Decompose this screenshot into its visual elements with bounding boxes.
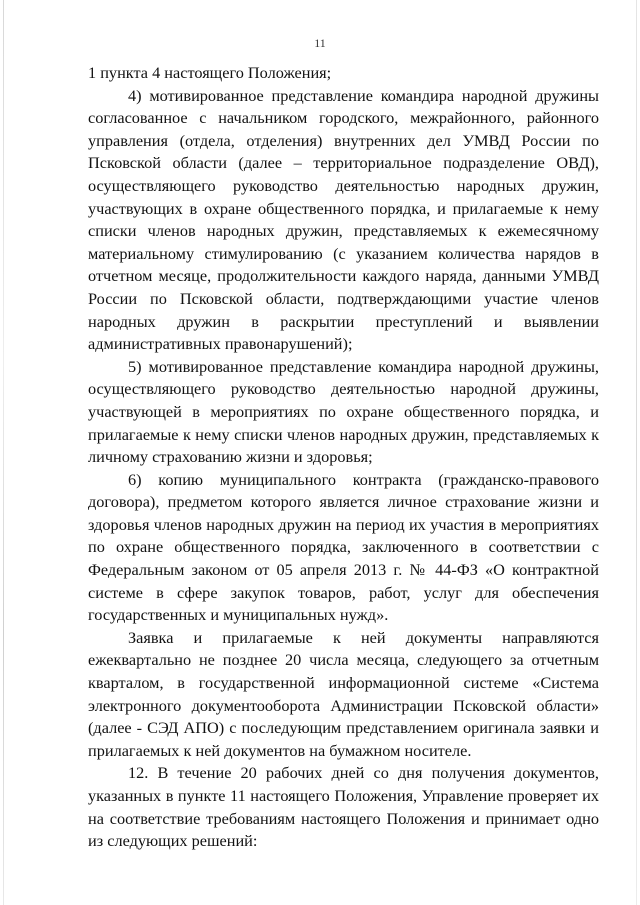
paragraph-clause-12: 12. В течение 20 рабочих дней со дня получения документов, указанных в пункте 11 настоящего Положения, Управление проверяет их на соответствие требованиям настоящего Положения и принимает одно из следующих решений: [88,763,599,851]
scan-left-edge [3,0,4,905]
paragraph-item-4: 4) мотивированное представление командира народной дружины согласованное с начальником городского, межрайонного, районного управления (отдела, отделения) внутренних дел УМВД России по Псковской области (далее – территориальное подразделение ОВД), осуществляющего руководство деятельностью народных дружин, участвующих в охране общественного порядка, и прилагаемые к нему списки членов народных дружин, представляемых к ежемесячному материальному стимулированию (с указанием количества нарядов в отчетном месяце, продолжительности каждого наряда, данными УМВД России по Псковской области, подтверждающими участие членов народных дружин в раскрытии преступлений и выявлении административных правонарушений); [88,85,599,354]
scan-right-edge [636,0,637,905]
paragraph-continuation: 1 пункта 4 настоящего Положения; [88,63,332,82]
paragraph-application-submission: Заявка и прилагаемые к ней документы направляются ежеквартально не позднее 20 числа месяца, следующего за отчетным кварталом, в государственной информационной системе «Система электронного документооборота Администрации Псковской области» (далее - СЭД АПО) с последующим представлением оригинала заявки и прилагаемых к ней документов на бумажном носителе. [88,627,599,760]
page-number: 11 [314,36,326,50]
paragraph-item-5: 5) мотивированное представление командира народной дружины, осуществляющего руководство деятельностью народной дружины, участвующей в мероприятиях по охране общественного порядка, и прилагаемые к нему списки членов народных дружин, представляемых к личному страхованию жизни и здоровья; [88,356,599,467]
paragraph-item-6: 6) копию муниципального контракта (гражданско-правового договора), предметом которого является личное страхование жизни и здоровья членов народных дружин на период их участия в мероприятиях по охране общественного порядка, заключенного в соответствии с Федеральным законом от 05 апреля 2013 г. № 44-ФЗ «О контрактной системе в сфере закупок товаров, работ, услуг для обеспечения государственных и муниципальных нужд». [88,469,599,625]
document-body [88,62,599,853]
